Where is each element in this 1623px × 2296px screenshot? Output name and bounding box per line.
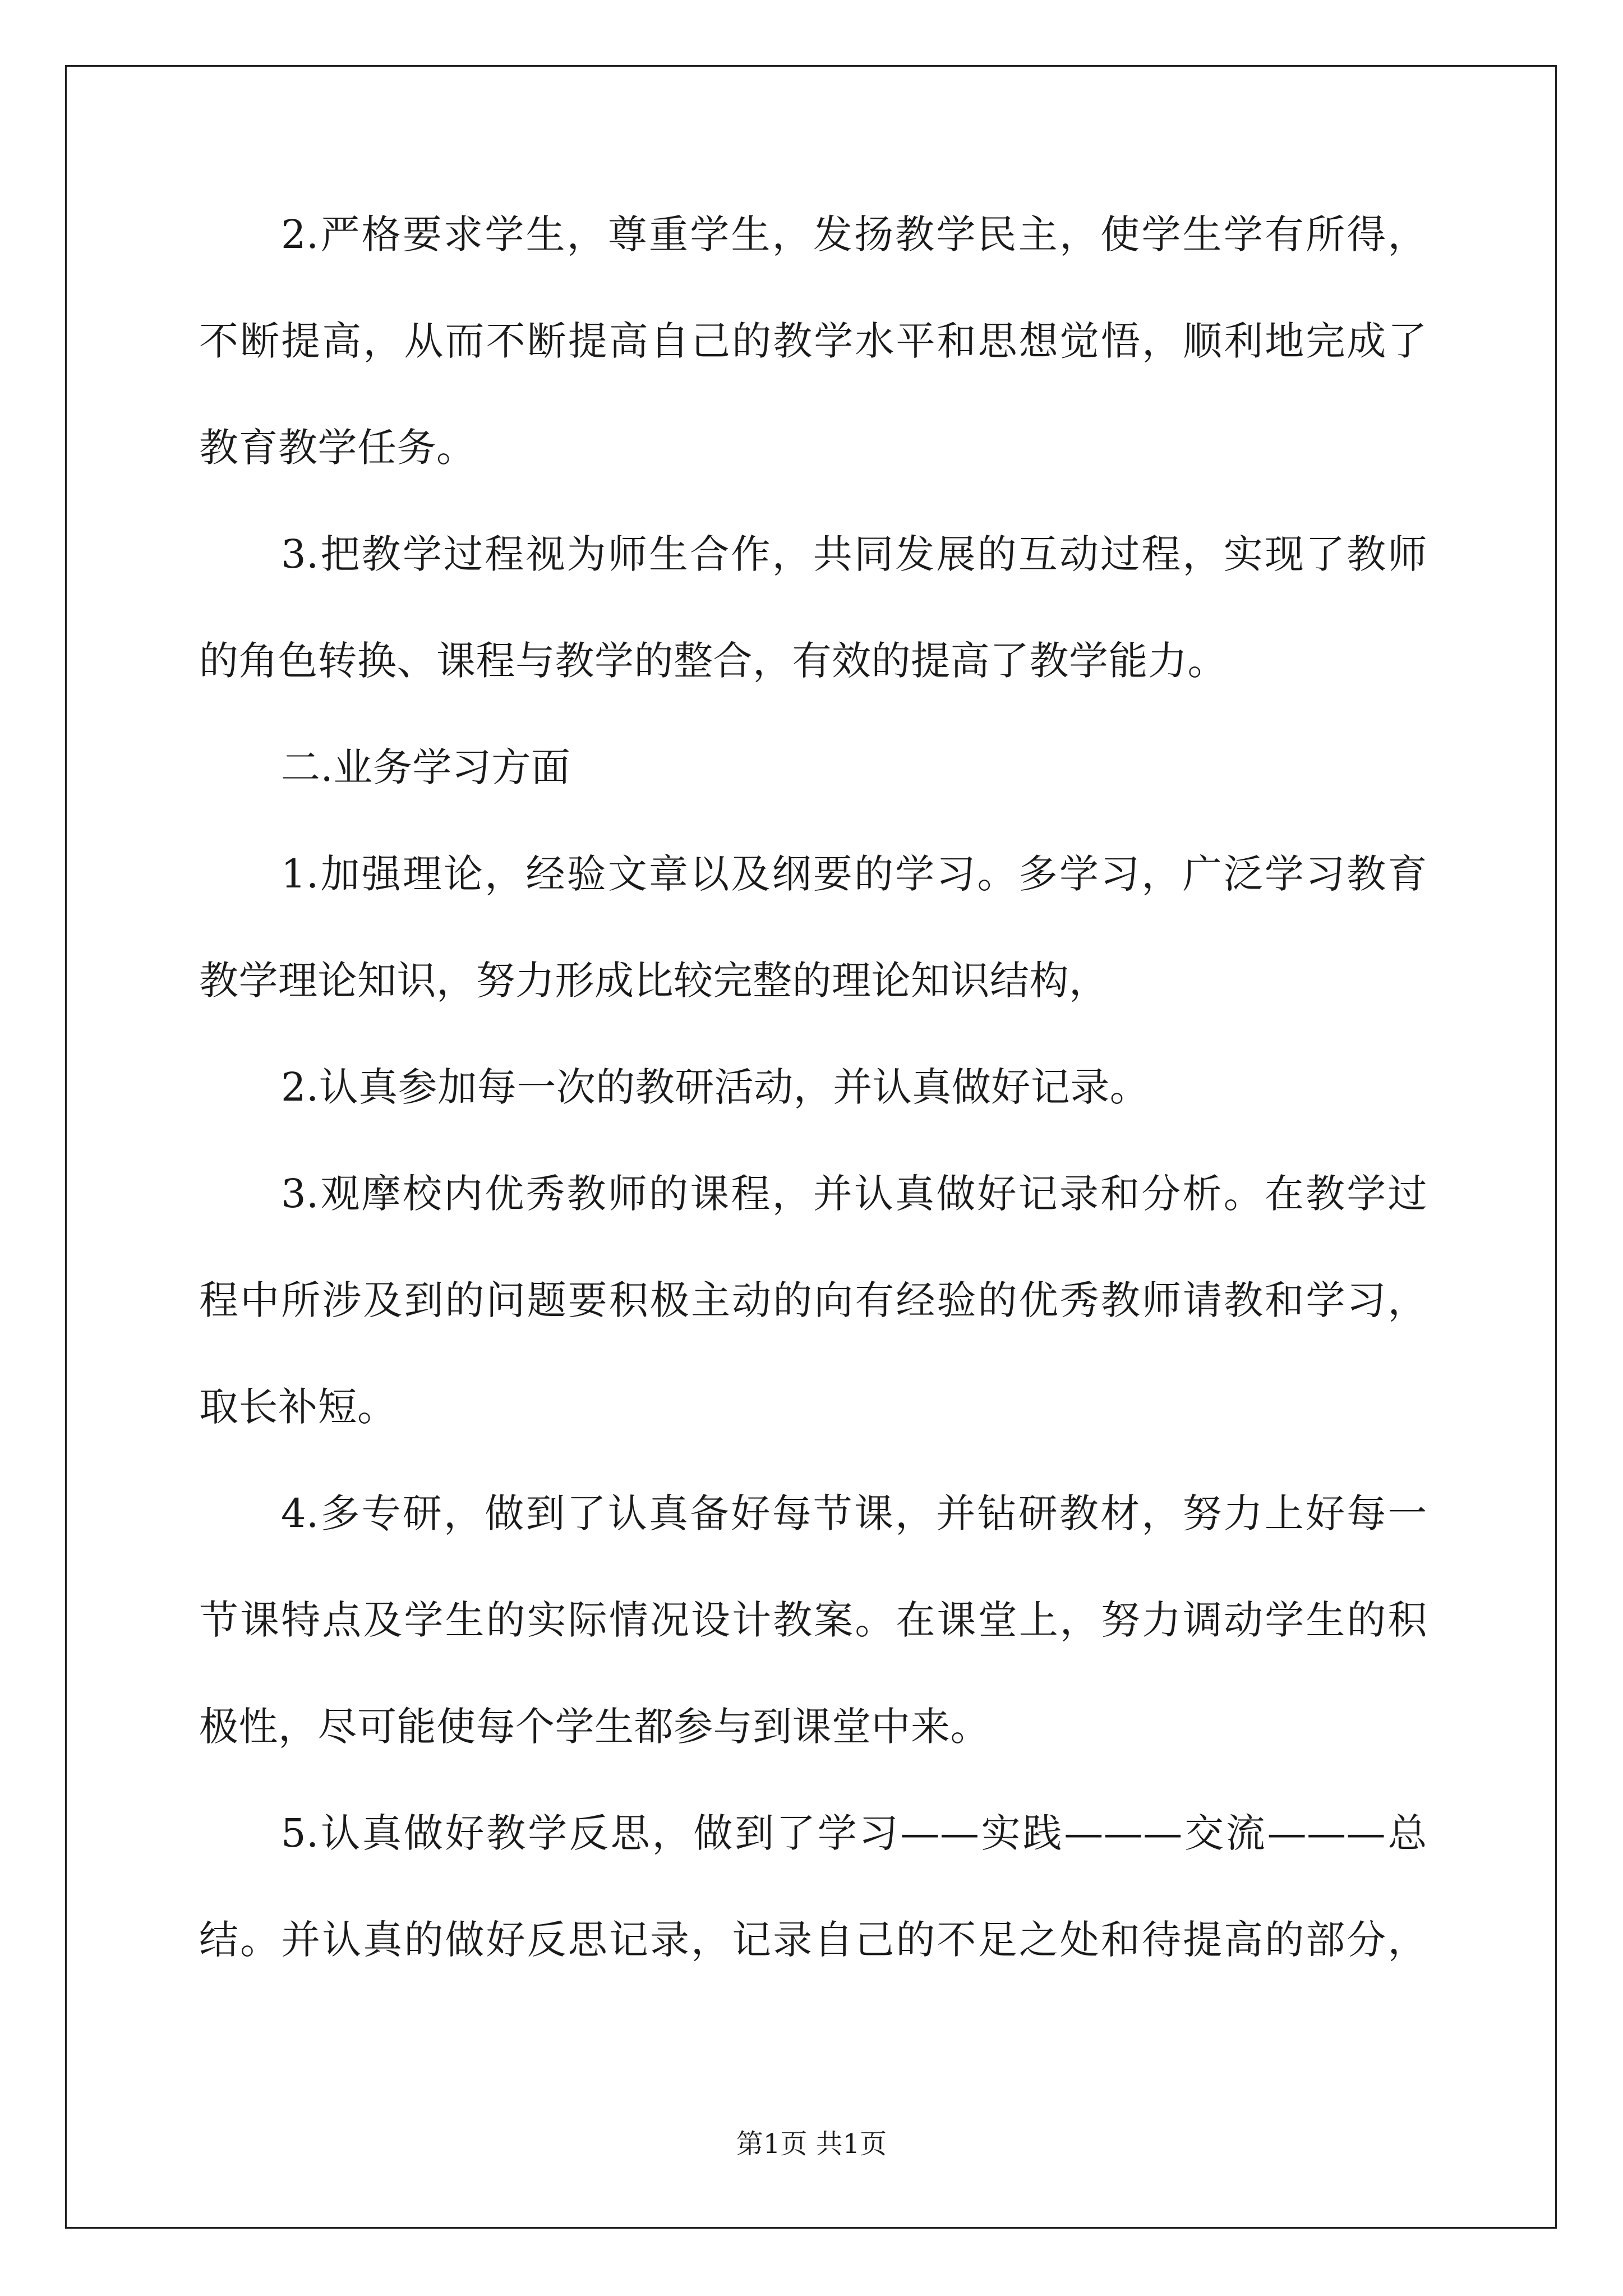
paragraph-line: 极性，尽可能使每个学生都参与到课堂中来。 xyxy=(199,1704,990,1750)
paragraph-line: 结。并认真的做好反思记录，记录自己的不足之处和待提高的部分， xyxy=(199,1917,1427,1963)
paragraph-line: 教育教学任务。 xyxy=(199,425,476,471)
section-heading: 二.业务学习方面 xyxy=(281,744,571,790)
paragraph-line: 教学理论知识，努力形成比较完整的理论知识结构， xyxy=(199,958,1109,1004)
paragraph-line: 3.把教学过程视为师生合作，共同发展的互动过程，实现了教师 xyxy=(281,531,1427,577)
page-border xyxy=(65,65,1557,2229)
paragraph-line: 1.加强理论，经验文章以及纲要的学习。多学习，广泛学习教育 xyxy=(281,851,1427,897)
paragraph-line: 2.严格要求学生，尊重学生，发扬教学民主，使学生学有所得， xyxy=(281,211,1427,257)
paragraph-line: 的角色转换、课程与教学的整合，有效的提高了教学能力。 xyxy=(199,638,1227,684)
paragraph-line: 取长补短。 xyxy=(199,1384,397,1430)
paragraph-line: 2.认真参加每一次的教研活动，并认真做好记录。 xyxy=(281,1064,1150,1110)
paragraph-line: 5.认真做好教学反思，做到了学习——实践———交流———总 xyxy=(281,1810,1427,1856)
paragraph-line: 节课特点及学生的实际情况设计教案。在课堂上，努力调动学生的积 xyxy=(199,1597,1427,1643)
paragraph-line: 3.观摩校内优秀教师的课程，并认真做好记录和分析。在教学过 xyxy=(281,1171,1427,1217)
page-footer: 第1页 共1页 xyxy=(736,2128,887,2160)
paragraph-line: 程中所涉及到的问题要积极主动的向有经验的优秀教师请教和学习， xyxy=(199,1277,1427,1323)
paragraph-line: 4.多专研，做到了认真备好每节课，并钻研教材，努力上好每一 xyxy=(281,1490,1427,1536)
paragraph-line: 不断提高，从而不断提高自己的教学水平和思想觉悟，顺利地完成了 xyxy=(199,318,1427,364)
